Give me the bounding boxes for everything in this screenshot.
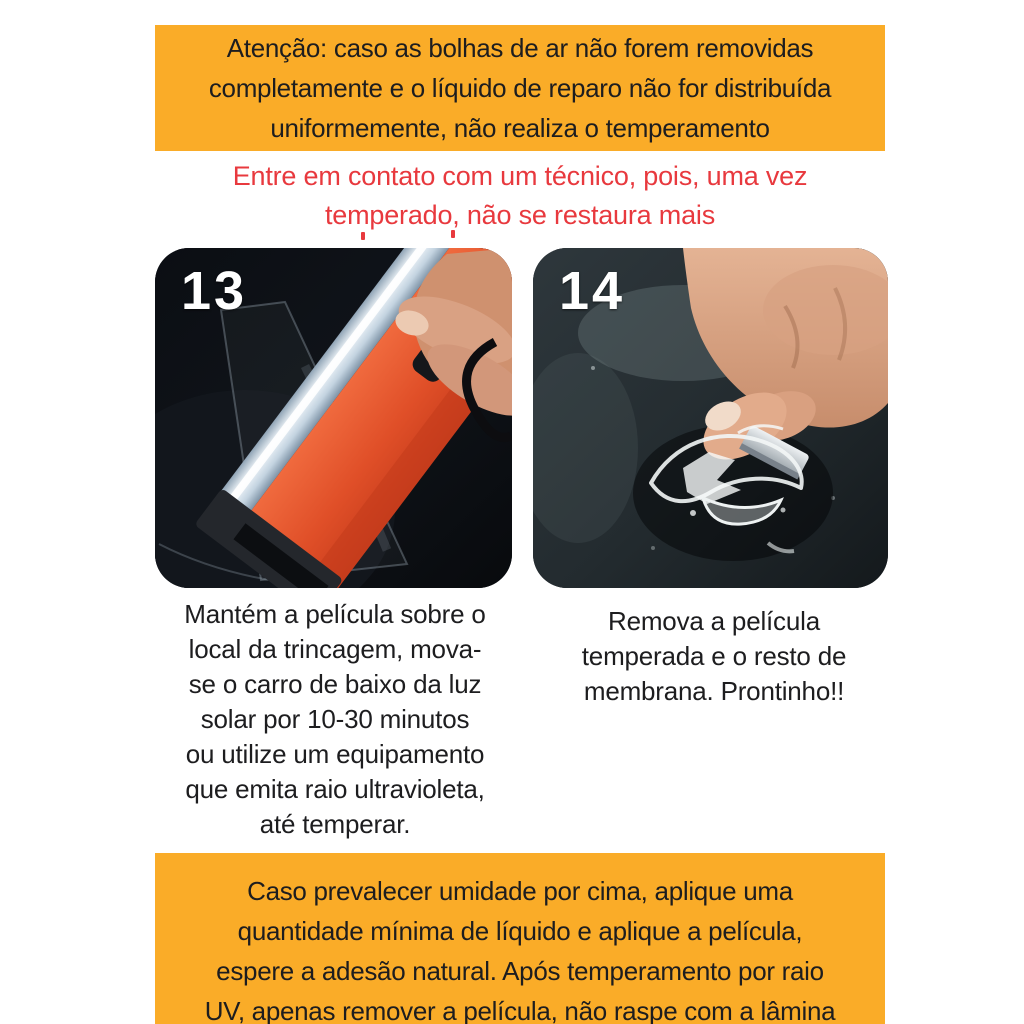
caption-line: Remova a película xyxy=(608,606,820,636)
clipped-red-text-fragment xyxy=(451,230,455,238)
warning-bottom-line-4: UV, apenas remover a película, não raspe com a lâmina xyxy=(204,996,836,1024)
caption-line: ou utilize um equipamento xyxy=(185,739,485,769)
caption-line: se o carro de baixo da luz xyxy=(188,669,482,699)
technician-warning-text xyxy=(155,157,885,235)
warning-banner-top xyxy=(155,25,885,151)
step-14-photo xyxy=(533,248,888,588)
step-13-caption xyxy=(140,597,530,842)
warning-bottom-line-2: quantidade mínima de líquido e aplique a película, xyxy=(237,916,803,946)
caption-line: local da trincagem, mova- xyxy=(188,634,482,664)
caption-line: solar por 10-30 minutos xyxy=(200,704,470,734)
warning-banner-bottom xyxy=(155,853,885,1024)
step-14-caption xyxy=(540,604,888,709)
warning-top-line-3: uniformemente, não realiza o temperamento xyxy=(270,113,770,143)
caption-line: Mantém a película sobre o xyxy=(184,599,486,629)
warning-top-line-2: completamente e o líquido de reparo não for distribuída xyxy=(208,73,832,103)
caption-line: até temperar. xyxy=(259,809,411,839)
step-number-label: 13 xyxy=(181,261,248,321)
warning-top-line-1: Atenção: caso as bolhas de ar não forem removidas xyxy=(226,33,814,63)
caption-line: membrana. Prontinho!! xyxy=(583,676,845,706)
caption-line: temperada e o resto de xyxy=(581,641,847,671)
technician-warning-line-2: temperado, não se restaura mais xyxy=(324,200,715,230)
technician-warning-line-1: Entre em contato com um técnico, pois, uma vez xyxy=(232,161,808,191)
clipped-red-text-fragment xyxy=(361,232,365,240)
step-number-label: 14 xyxy=(559,261,626,321)
warning-bottom-line-1: Caso prevalecer umidade por cima, aplique uma xyxy=(247,876,793,906)
warning-bottom-line-3: espere a adesão natural. Após temperamento por raio xyxy=(216,956,824,986)
step-13-photo xyxy=(155,248,512,588)
caption-line: que emita raio ultravioleta, xyxy=(185,774,485,804)
